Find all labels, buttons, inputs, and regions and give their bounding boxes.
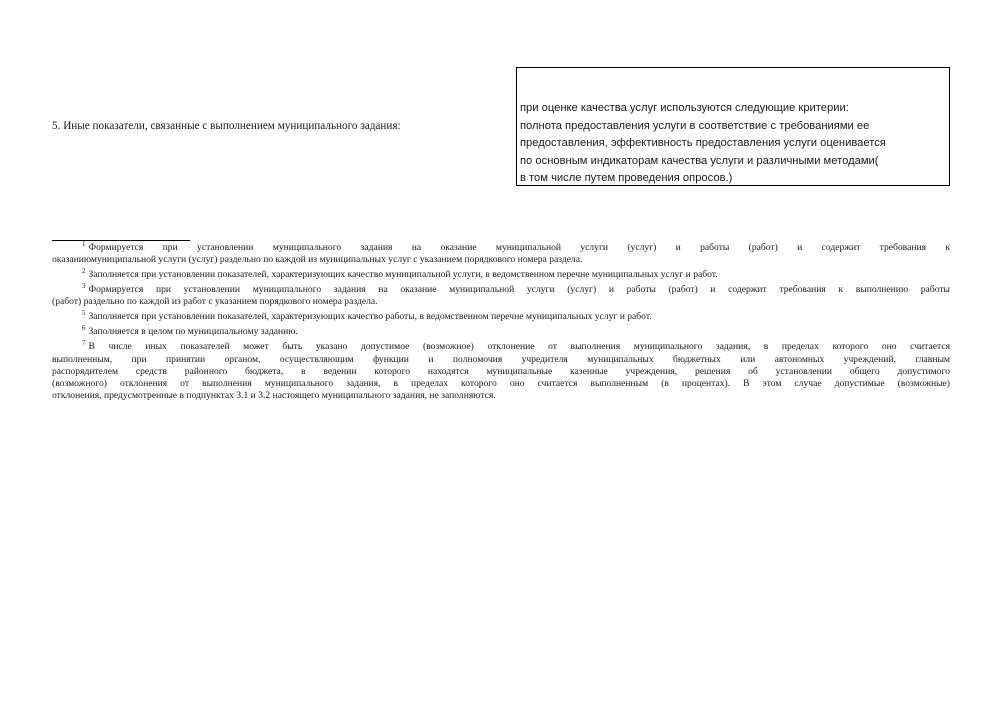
footnote-line: Формируется при установлении муниципального задания на оказание муниципальной услуги (услуг) и работы (работ) и содержит требования к	[88, 242, 950, 253]
footnote-line: Заполняется при установлении показателей, характеризующих качество работы, в ведомственном перечне муниципальных услуг и работ.	[88, 311, 652, 323]
footnote-1	[52, 239, 950, 266]
footnote-number: 2	[82, 267, 86, 276]
footnotes	[52, 239, 950, 405]
footnote-line: отклонения, предусмотренные в подпунктах 3.1 и 3.2 настоящего муниципального задания, не заполняются.	[52, 390, 496, 402]
footnote-separator	[52, 240, 190, 241]
footnote-number: 6	[82, 324, 86, 333]
criteria-line: в том числе путем проведения опросов.)	[520, 172, 733, 184]
criteria-box	[516, 67, 950, 186]
footnote-5	[52, 311, 950, 323]
footnote-number: 1	[82, 239, 86, 248]
footnote-line: выполненным, при принятии органом, осуществляющим функции и полномочия учредителя муниципальных бюджетных или автономных учреждений, главным	[52, 353, 950, 365]
footnote-line: (работ) раздельно по каждой из работ с указанием порядкового номера раздела.	[52, 296, 378, 308]
footnote-line: оказаниюмуниципальной услуги (услуг) раздельно по каждой из муниципальных услуг с указанием порядкового номера раздела.	[52, 254, 583, 266]
criteria-line: полнота предоставления услуги в соответствие с требованиями ее	[520, 119, 870, 132]
footnote-number: 5	[82, 309, 86, 318]
footnote-line: Заполняется в целом по муниципальному заданию.	[88, 326, 298, 338]
criteria-line: предоставления, эффективность предоставления услуги оценивается	[520, 137, 886, 149]
footnote-line: В числе иных показателей может быть указано допустимое (возможное) отклонение от выполнения муниципального задания, в пределах которого оно считается	[88, 341, 950, 353]
footnote-line: Формируется при установлении муниципального задания на оказание муниципальной услуги (услуг) и работы (работ) и содержит требования к выполнению работы	[88, 284, 950, 296]
footnote-7	[52, 341, 950, 402]
section-5-label: 5. Иные показатели, связанные с выполнением муниципального задания:	[52, 120, 401, 132]
footnote-number: 7	[82, 339, 86, 348]
footnote-line: Заполняется при установлении показателей, характеризующих качество муниципальной услуги, в ведомственном перечне муниципальных услуг и работ.	[88, 269, 718, 281]
criteria-line: по основным индикаторам качества услуги и различными методами(	[520, 154, 879, 167]
footnote-2	[52, 269, 950, 281]
criteria-line: при оценке качества услуг используются следующие критерии:	[520, 102, 849, 114]
footnote-line: (возможного) отклонения от выполнения муниципального задания, в пределах которого оно считается выполненным (в процентах). В этом случае допустимые (возможные)	[52, 378, 950, 390]
footnote-line: распорядителем средств районного бюджета, в ведении которого находятся муниципальные казенные учреждения, решения об установлении общего допустимого	[52, 365, 950, 377]
footnote-3	[52, 284, 950, 308]
footnote-6	[52, 326, 950, 338]
criteria-text	[520, 100, 945, 188]
footnote-number: 3	[82, 282, 86, 291]
